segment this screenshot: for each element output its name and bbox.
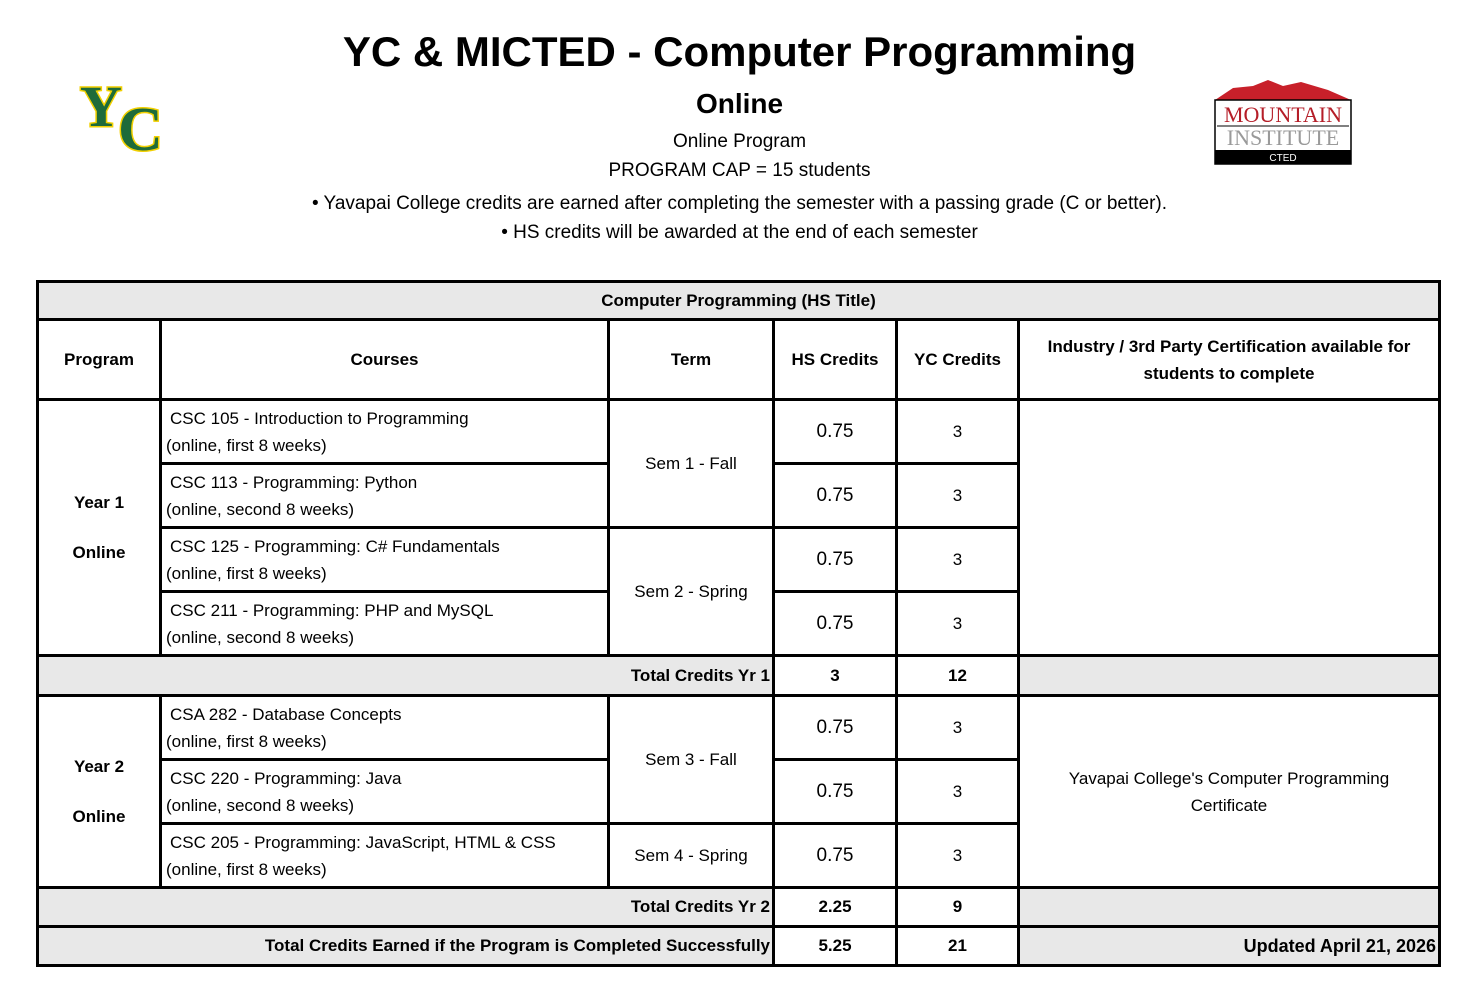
total-yc: 9	[897, 888, 1019, 927]
course-cell: CSC 105 - Introduction to Programming (online, first 8 weeks)	[161, 400, 609, 464]
course-cell: CSC 205 - Programming: JavaScript, HTML & CSS (online, first 8 weeks)	[161, 824, 609, 888]
course-cell: CSC 113 - Programming: Python (online, second 8 weeks)	[161, 464, 609, 528]
year2-program: Year 2 Online	[38, 696, 161, 888]
table-row	[38, 400, 1440, 464]
year1-cert	[1019, 400, 1440, 656]
yc-credit: 3	[897, 400, 1019, 464]
hs-credit: 0.75	[774, 696, 897, 760]
table-title: Computer Programming (HS Title)	[38, 282, 1440, 320]
table-row	[38, 696, 1440, 760]
yc-credit: 3	[897, 696, 1019, 760]
total-yc: 12	[897, 656, 1019, 696]
page-subtitle: Online	[695, 88, 784, 119]
yc-credit: 3	[897, 592, 1019, 656]
svg-text:INSTITUTE: INSTITUTE	[1226, 125, 1340, 150]
total-label: Total Credits Yr 2	[38, 888, 774, 927]
total-row-year2	[38, 888, 1440, 927]
col-program: Program	[38, 320, 161, 400]
term-cell: Sem 3 - Fall	[609, 696, 774, 824]
col-yc-credits: YC Credits	[897, 320, 1019, 400]
grand-total-row	[38, 927, 1440, 966]
svg-text:CTED: CTED	[1269, 153, 1297, 164]
col-courses: Courses	[161, 320, 609, 400]
total-empty	[1019, 888, 1440, 927]
course-cell: CSA 282 - Database Concepts (online, first 8 weeks)	[161, 696, 609, 760]
note-2: • HS credits will be awarded at the end of each semester	[501, 222, 978, 243]
col-term: Term	[609, 320, 774, 400]
program-table	[36, 280, 1441, 967]
hs-credit: 0.75	[774, 400, 897, 464]
total-hs: 2.25	[774, 888, 897, 927]
grand-total-hs: 5.25	[774, 927, 897, 966]
hs-credit: 0.75	[774, 528, 897, 592]
program-cap: PROGRAM CAP = 15 students	[608, 160, 871, 181]
total-label: Total Credits Yr 1	[38, 656, 774, 696]
yc-logo	[78, 74, 178, 154]
total-hs: 3	[774, 656, 897, 696]
term-cell: Sem 2 - Spring	[609, 528, 774, 656]
total-empty	[1019, 656, 1440, 696]
svg-text:Y: Y	[80, 74, 122, 139]
hs-credit: 0.75	[774, 592, 897, 656]
col-certification: Industry / 3rd Party Certification available for students to complete	[1019, 320, 1440, 400]
year1-program: Year 1 Online	[38, 400, 161, 656]
course-cell: CSC 211 - Programming: PHP and MySQL (online, second 8 weeks)	[161, 592, 609, 656]
course-cell: CSC 125 - Programming: C# Fundamentals (online, first 8 weeks)	[161, 528, 609, 592]
program-type: Online Program	[672, 131, 807, 152]
note-1: • Yavapai College credits are earned after completing the semester with a passing grade (C or better).	[311, 193, 1168, 214]
grand-total-label: Total Credits Earned if the Program is Completed Successfully	[38, 927, 774, 966]
grand-total-yc: 21	[897, 927, 1019, 966]
term-cell: Sem 1 - Fall	[609, 400, 774, 528]
updated-date: Updated April 21, 2026	[1019, 927, 1440, 966]
hs-credit: 0.75	[774, 824, 897, 888]
yc-credit: 3	[897, 528, 1019, 592]
course-cell: CSC 220 - Programming: Java (online, second 8 weeks)	[161, 760, 609, 824]
col-hs-credits: HS Credits	[774, 320, 897, 400]
total-row-year1	[38, 656, 1440, 696]
page-title: YC & MICTED - Computer Programming	[342, 28, 1137, 75]
yc-credit: 3	[897, 824, 1019, 888]
mountain-institute-logo	[1213, 78, 1353, 166]
hs-credit: 0.75	[774, 464, 897, 528]
year2-cert: Yavapai College's Computer Programming Certificate	[1019, 696, 1440, 888]
term-cell: Sem 4 - Spring	[609, 824, 774, 888]
yc-credit: 3	[897, 760, 1019, 824]
hs-credit: 0.75	[774, 760, 897, 824]
svg-text:C: C	[118, 96, 163, 154]
svg-text:MOUNTAIN: MOUNTAIN	[1223, 102, 1343, 127]
yc-credit: 3	[897, 464, 1019, 528]
